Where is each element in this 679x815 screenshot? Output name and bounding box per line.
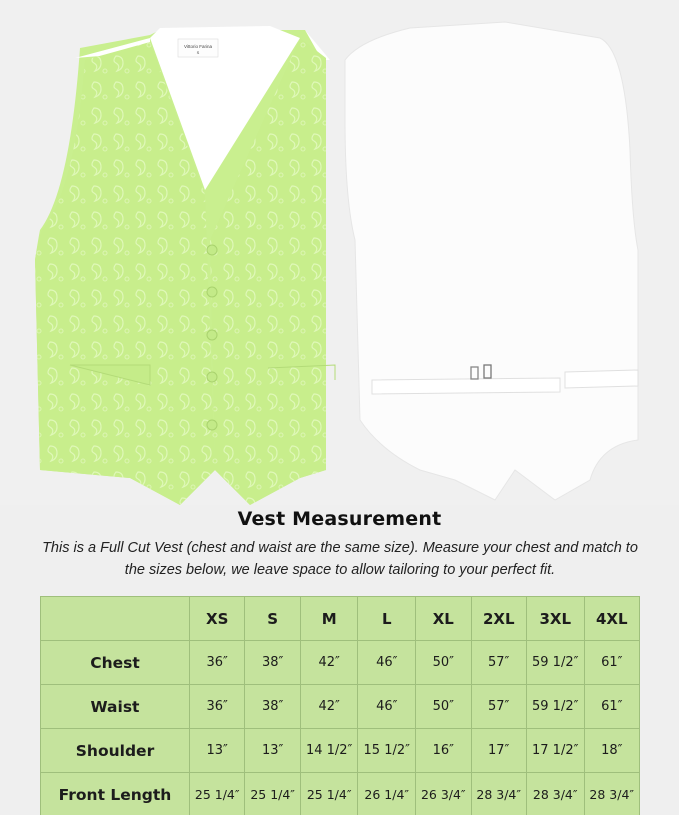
page-title: Vest Measurement (237, 508, 442, 530)
table-cell: 14 1/2″ (300, 729, 358, 773)
table-cell: 59 1/2″ (526, 641, 584, 685)
measurement-description: This is a Full Cut Vest (chest and waist are the same size). Measure your chest and match to the sizes below, we leave space to allow tailoring to your perfect fit. (42, 540, 638, 578)
table-cell: 57″ (471, 685, 526, 729)
size-chart-table (40, 596, 640, 815)
column-header: XS (190, 597, 245, 641)
column-header: 3XL (526, 597, 584, 641)
front-vest (35, 26, 335, 505)
column-header: 2XL (471, 597, 526, 641)
table-cell: 28 3/4″ (526, 773, 584, 815)
table-cell: 38″ (245, 685, 300, 729)
table-cell: 13″ (245, 729, 300, 773)
table-cell: 59 1/2″ (526, 685, 584, 729)
table-cell: 17 1/2″ (526, 729, 584, 773)
table-cell: 13″ (190, 729, 245, 773)
table-cell: 50″ (416, 685, 471, 729)
table-cell: 57″ (471, 641, 526, 685)
table-cell: 17″ (471, 729, 526, 773)
table-cell: 25 1/4″ (245, 773, 300, 815)
table-row-shoulder (41, 729, 640, 773)
table-cell: 28 3/4″ (471, 773, 526, 815)
table-cell: 25 1/4″ (300, 773, 358, 815)
table-cell: 38″ (245, 641, 300, 685)
svg-text:Vittorio Farina: Vittorio Farina (184, 44, 212, 49)
table-cell: 50″ (416, 641, 471, 685)
table-row-waist (41, 685, 640, 729)
back-vest (345, 22, 638, 500)
row-label: Waist (41, 685, 190, 729)
table-cell: 18″ (584, 729, 639, 773)
column-header: L (358, 597, 416, 641)
table-cell: 28 3/4″ (584, 773, 639, 815)
column-header: M (300, 597, 358, 641)
table-cell: 25 1/4″ (190, 773, 245, 815)
row-label: Front Length (41, 773, 190, 815)
table-row-chest (41, 641, 640, 685)
column-header: 4XL (584, 597, 639, 641)
table-cell: 42″ (300, 641, 358, 685)
table-cell: 46″ (358, 685, 416, 729)
table-cell: 16″ (416, 729, 471, 773)
table-row-front-length (41, 773, 640, 815)
row-label: Chest (41, 641, 190, 685)
table-cell: 26 3/4″ (416, 773, 471, 815)
column-header: XL (416, 597, 471, 641)
table-cell: 46″ (358, 641, 416, 685)
table-cell: 36″ (190, 685, 245, 729)
table-cell: 36″ (190, 641, 245, 685)
row-label: Shoulder (41, 729, 190, 773)
table-cell: 15 1/2″ (358, 729, 416, 773)
table-cell: 61″ (584, 641, 639, 685)
column-header: S (245, 597, 300, 641)
svg-text:S: S (196, 50, 200, 55)
table-cell: 61″ (584, 685, 639, 729)
table-corner-cell (41, 597, 190, 641)
table-cell: 26 1/4″ (358, 773, 416, 815)
table-header-row (41, 597, 640, 641)
table-cell: 42″ (300, 685, 358, 729)
